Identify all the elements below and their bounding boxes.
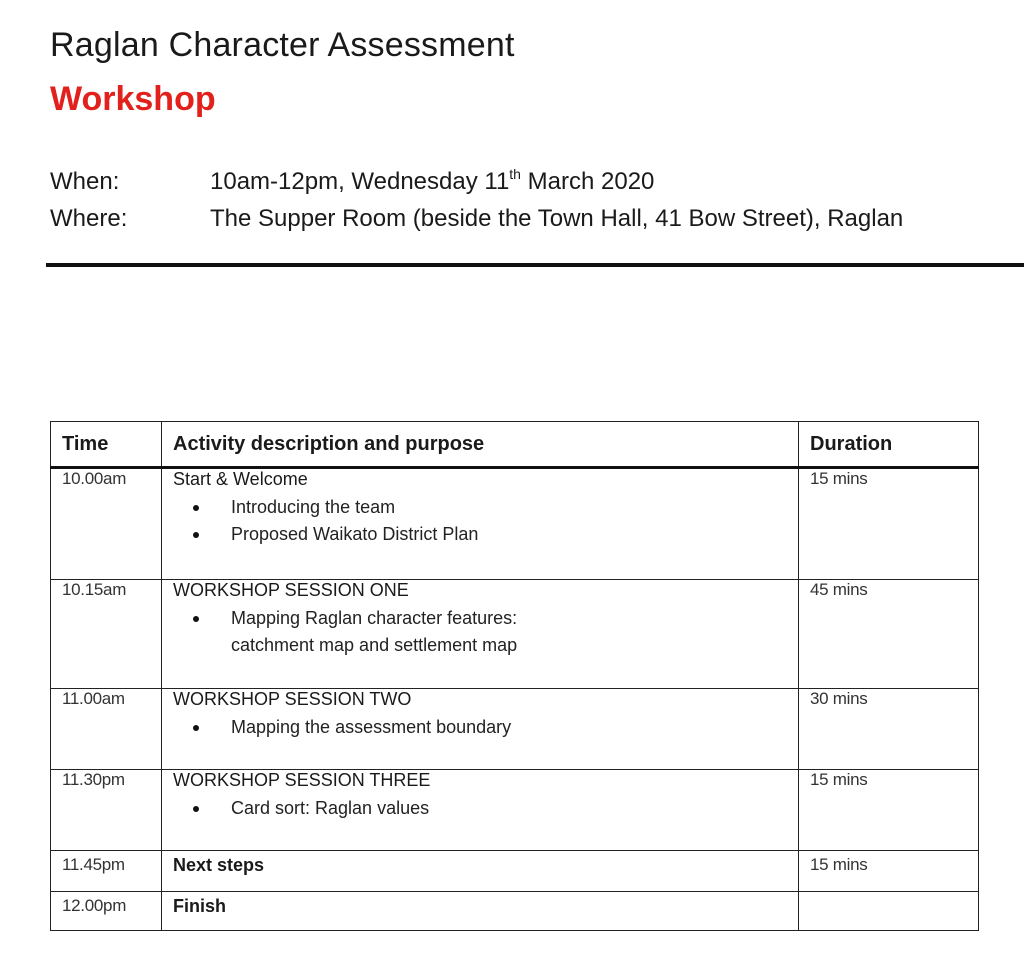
row-time: 10.00am xyxy=(51,468,162,580)
row-duration: 30 mins xyxy=(799,689,979,770)
row-duration: 15 mins xyxy=(799,851,979,892)
row-duration xyxy=(799,892,979,931)
bullet-item: Mapping the assessment boundary xyxy=(231,714,787,741)
row-duration: 15 mins xyxy=(799,468,979,580)
row-activity xyxy=(162,580,799,689)
table-header-row xyxy=(51,422,979,468)
row-activity xyxy=(162,689,799,770)
row-time: 10.15am xyxy=(51,580,162,689)
row-activity xyxy=(162,892,799,931)
header-divider xyxy=(46,263,1024,267)
header-duration: Duration xyxy=(799,422,979,468)
table-row xyxy=(51,580,979,689)
where-value: The Supper Room (beside the Town Hall, 41 Bow Street), Raglan xyxy=(210,205,904,232)
activity-title: Start & Welcome xyxy=(173,469,308,489)
when-value xyxy=(210,168,654,195)
row-time: 11.30pm xyxy=(51,770,162,851)
bullet-item xyxy=(231,605,787,659)
bullet-line: Mapping Raglan character features: xyxy=(231,608,518,628)
row-duration: 45 mins xyxy=(799,580,979,689)
table-row xyxy=(51,770,979,851)
where-label: Where: xyxy=(50,205,128,232)
header-activity: Activity description and purpose xyxy=(162,422,799,468)
when-value-superscript: th xyxy=(509,166,521,182)
when-label: When: xyxy=(50,168,120,195)
agenda-table xyxy=(50,421,979,931)
document-title: Raglan Character Assessment xyxy=(50,26,515,64)
row-activity xyxy=(162,770,799,851)
where-line xyxy=(50,205,903,233)
when-line xyxy=(50,168,654,196)
activity-bullets xyxy=(173,605,787,659)
when-value-main: 10am-12pm, Wednesday 11 xyxy=(210,168,510,195)
activity-bullets xyxy=(173,795,787,822)
bullet-line: catchment map and settlement map xyxy=(231,635,518,655)
row-duration: 15 mins xyxy=(799,770,979,851)
table-row xyxy=(51,468,979,580)
activity-title: Finish xyxy=(173,896,226,916)
when-value-tail: March 2020 xyxy=(520,168,655,195)
row-time: 12.00pm xyxy=(51,892,162,931)
row-activity xyxy=(162,468,799,580)
bullet-item: Introducing the team xyxy=(231,494,787,521)
table-row xyxy=(51,851,979,892)
activity-bullets xyxy=(173,494,787,548)
row-time: 11.00am xyxy=(51,689,162,770)
header-time: Time xyxy=(51,422,162,468)
activity-title: WORKSHOP SESSION TWO xyxy=(173,689,412,709)
table-row xyxy=(51,892,979,931)
activity-title: WORKSHOP SESSION THREE xyxy=(173,770,431,790)
document-subtitle: Workshop xyxy=(50,80,216,118)
bullet-item: Proposed Waikato District Plan xyxy=(231,521,787,548)
table-row xyxy=(51,689,979,770)
activity-title: Next steps xyxy=(173,855,265,875)
bullet-item: Card sort: Raglan values xyxy=(231,795,787,822)
row-activity xyxy=(162,851,799,892)
row-time: 11.45pm xyxy=(51,851,162,892)
activity-title: WORKSHOP SESSION ONE xyxy=(173,580,409,600)
activity-bullets xyxy=(173,714,787,741)
